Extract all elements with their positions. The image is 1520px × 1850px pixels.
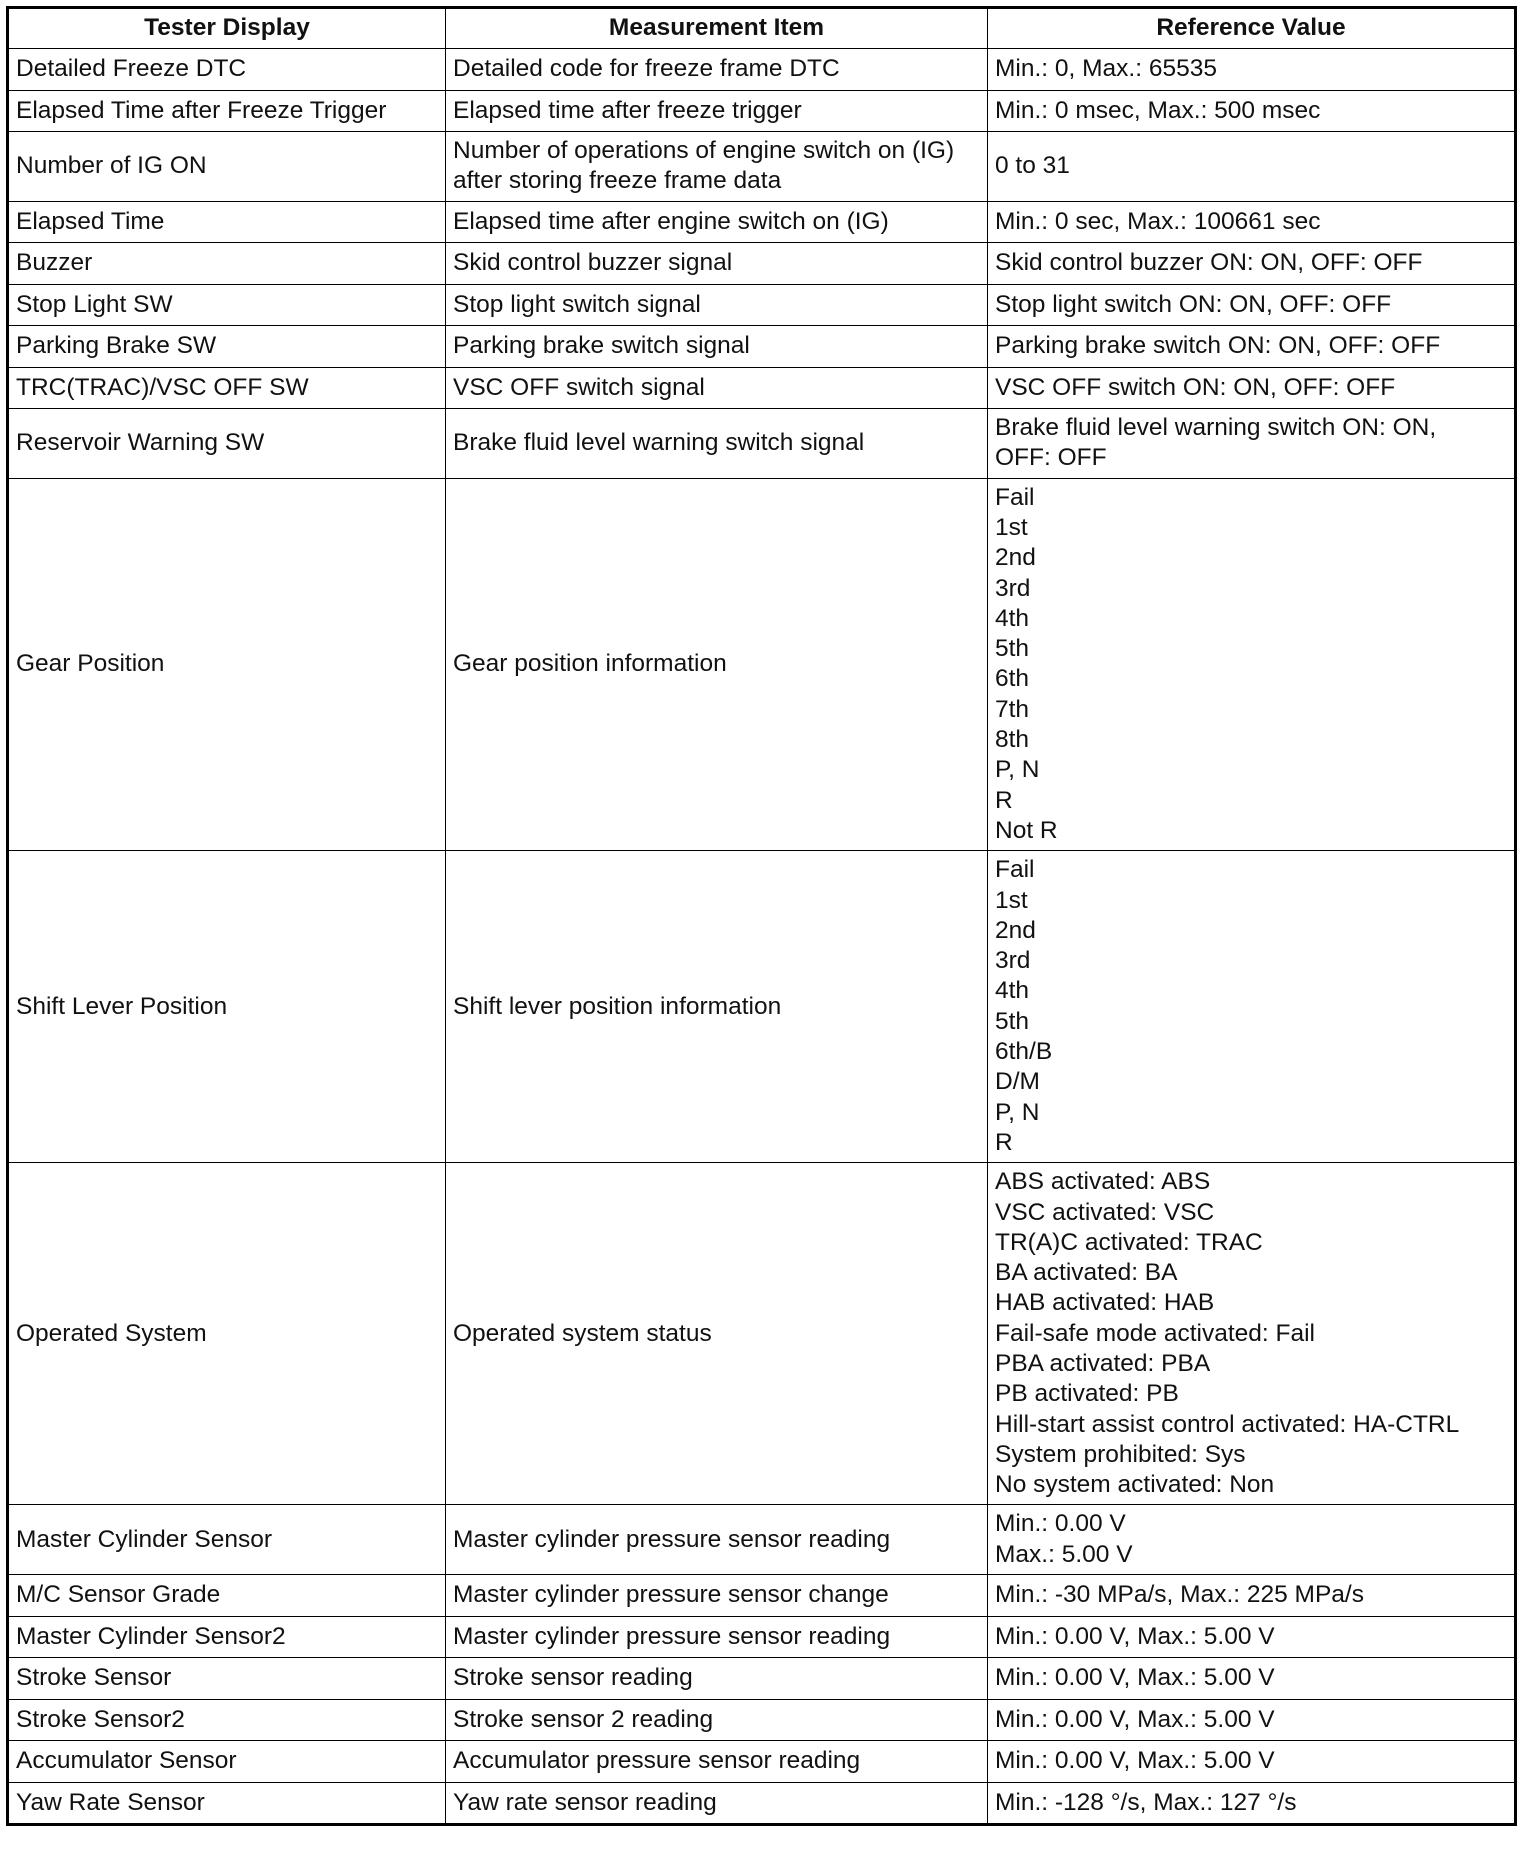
measurement-item-cell: Number of operations of engine switch on (IG) after storing freeze frame data	[446, 132, 988, 202]
table-row	[8, 49, 1516, 91]
header-measurement-item: Measurement Item	[446, 8, 988, 49]
tester-display-cell: Stroke Sensor2	[8, 1699, 446, 1741]
reference-value-line: ABS activated: ABS	[995, 1168, 1211, 1196]
reference-value-line: 2nd	[995, 544, 1036, 572]
reference-value-line: 6th	[995, 665, 1030, 693]
reference-value-line: Min.: 0, Max.: 65535	[995, 55, 1217, 83]
measurement-item-cell: Shift lever position information	[446, 851, 988, 1163]
measurement-item-cell: Yaw rate sensor reading	[446, 1782, 988, 1825]
table-row	[8, 1575, 1516, 1617]
table-row	[8, 201, 1516, 243]
reference-value-line: Min.: -128 °/s, Max.: 127 °/s	[995, 1788, 1297, 1816]
reference-value-line: Brake fluid level warning switch ON: ON,	[995, 414, 1437, 442]
reference-value-line: 8th	[995, 726, 1030, 754]
reference-value-line: HAB activated: HAB	[995, 1289, 1215, 1317]
reference-value-line: 5th	[995, 635, 1030, 663]
tester-display-cell: Yaw Rate Sensor	[8, 1782, 446, 1825]
reference-value-cell	[988, 326, 1516, 368]
measurement-item-cell: Master cylinder pressure sensor reading	[446, 1505, 988, 1575]
reference-value-cell	[988, 49, 1516, 91]
table-header	[8, 8, 1516, 49]
reference-value-line: 6th/B	[995, 1038, 1053, 1066]
tester-display-cell: Master Cylinder Sensor	[8, 1505, 446, 1575]
reference-value-line: Min.: 0.00 V, Max.: 5.00 V	[995, 1747, 1275, 1775]
reference-value-line: 1st	[995, 886, 1028, 914]
reference-value-cell	[988, 1616, 1516, 1658]
reference-value-cell	[988, 243, 1516, 285]
reference-value-line: Not R	[995, 816, 1058, 844]
measurement-item-cell: Operated system status	[446, 1163, 988, 1505]
reference-value-line: Stop light switch ON: ON, OFF: OFF	[995, 290, 1392, 318]
table-row	[8, 1741, 1516, 1783]
reference-value-line: Skid control buzzer ON: ON, OFF: OFF	[995, 249, 1423, 277]
table-body	[8, 49, 1516, 1825]
measurement-item-cell: Elapsed time after engine switch on (IG)	[446, 201, 988, 243]
measurement-item-cell: Detailed code for freeze frame DTC	[446, 49, 988, 91]
tester-display-cell: Number of IG ON	[8, 132, 446, 202]
reference-value-line: No system activated: Non	[995, 1471, 1275, 1499]
reference-value-line: OFF: OFF	[995, 444, 1107, 472]
reference-value-cell	[988, 1163, 1516, 1505]
reference-value-cell	[988, 367, 1516, 409]
tester-display-cell: Detailed Freeze DTC	[8, 49, 446, 91]
measurement-item-cell: Brake fluid level warning switch signal	[446, 409, 988, 479]
reference-value-line: VSC activated: VSC	[995, 1198, 1215, 1226]
table-row	[8, 851, 1516, 1163]
tester-display-cell: Elapsed Time after Freeze Trigger	[8, 90, 446, 132]
measurement-item-cell: Master cylinder pressure sensor reading	[446, 1616, 988, 1658]
reference-value-cell	[988, 1505, 1516, 1575]
tester-display-cell: Accumulator Sensor	[8, 1741, 446, 1783]
reference-value-line: VSC OFF switch ON: ON, OFF: OFF	[995, 373, 1396, 401]
reference-value-line: 5th	[995, 1007, 1030, 1035]
reference-value-line: 3rd	[995, 574, 1031, 602]
reference-value-line: PB activated: PB	[995, 1380, 1179, 1408]
header-row	[8, 8, 1516, 49]
tester-display-cell: Reservoir Warning SW	[8, 409, 446, 479]
measurement-item-cell: Stop light switch signal	[446, 284, 988, 326]
measurement-item-cell: Elapsed time after freeze trigger	[446, 90, 988, 132]
table-row	[8, 409, 1516, 479]
reference-value-line: Max.: 5.00 V	[995, 1540, 1133, 1568]
reference-value-line: 4th	[995, 977, 1030, 1005]
reference-value-line: D/M	[995, 1068, 1040, 1096]
table-row	[8, 90, 1516, 132]
measurement-item-cell: Accumulator pressure sensor reading	[446, 1741, 988, 1783]
measurement-item-cell: Stroke sensor 2 reading	[446, 1699, 988, 1741]
tester-display-cell: Master Cylinder Sensor2	[8, 1616, 446, 1658]
measurement-item-cell: Stroke sensor reading	[446, 1658, 988, 1700]
reference-value-cell	[988, 90, 1516, 132]
measurement-item-cell: Skid control buzzer signal	[446, 243, 988, 285]
reference-value-line: 0 to 31	[995, 152, 1070, 180]
reference-value-line: 4th	[995, 604, 1030, 632]
tester-display-cell: Stroke Sensor	[8, 1658, 446, 1700]
table-row	[8, 243, 1516, 285]
reference-value-line: 7th	[995, 695, 1030, 723]
measurement-item-cell: Gear position information	[446, 478, 988, 851]
table-row	[8, 132, 1516, 202]
reference-value-cell	[988, 851, 1516, 1163]
tester-display-cell: TRC(TRAC)/VSC OFF SW	[8, 367, 446, 409]
data-list-sheet	[6, 6, 1517, 1826]
tester-display-cell: Elapsed Time	[8, 201, 446, 243]
reference-value-line: 3rd	[995, 947, 1031, 975]
reference-value-line: BA activated: BA	[995, 1259, 1178, 1287]
reference-value-line: PBA activated: PBA	[995, 1350, 1211, 1377]
table-row	[8, 1782, 1516, 1825]
tester-display-cell: Operated System	[8, 1163, 446, 1505]
reference-value-line: Parking brake switch ON: ON, OFF: OFF	[995, 332, 1441, 360]
reference-value-line: Min.: 0.00 V	[995, 1510, 1126, 1538]
reference-value-line: Fail	[995, 483, 1035, 511]
reference-value-line: System prohibited: Sys	[995, 1440, 1246, 1468]
reference-value-line: Min.: 0.00 V, Max.: 5.00 V	[995, 1622, 1275, 1650]
reference-value-line: 1st	[995, 513, 1028, 541]
table-row	[8, 478, 1516, 851]
table-row	[8, 1658, 1516, 1700]
header-tester-display: Tester Display	[8, 8, 446, 49]
tester-display-cell: M/C Sensor Grade	[8, 1575, 446, 1617]
measurement-item-cell: Parking brake switch signal	[446, 326, 988, 368]
reference-value-line: Min.: 0.00 V, Max.: 5.00 V	[995, 1664, 1275, 1692]
table-row	[8, 284, 1516, 326]
reference-value-cell	[988, 132, 1516, 202]
reference-value-cell	[988, 284, 1516, 326]
reference-value-cell	[988, 201, 1516, 243]
reference-value-line: P, N	[995, 756, 1040, 784]
reference-value-line: R	[995, 786, 1013, 814]
measurement-item-cell: VSC OFF switch signal	[446, 367, 988, 409]
header-reference-value: Reference Value	[988, 8, 1516, 49]
tester-display-cell: Gear Position	[8, 478, 446, 851]
reference-value-line: TR(A)C activated: TRAC	[995, 1228, 1263, 1256]
data-list-table	[6, 6, 1517, 1826]
table-row	[8, 1505, 1516, 1575]
table-row	[8, 1699, 1516, 1741]
reference-value-cell	[988, 1782, 1516, 1825]
reference-value-line: P, N	[995, 1098, 1040, 1126]
reference-value-line: Hill-start assist control activated: HA-CTRL	[995, 1410, 1460, 1438]
reference-value-line: Min.: 0.00 V, Max.: 5.00 V	[995, 1705, 1275, 1733]
table-row	[8, 1616, 1516, 1658]
reference-value-cell	[988, 1699, 1516, 1741]
tester-display-cell: Stop Light SW	[8, 284, 446, 326]
tester-display-cell: Parking Brake SW	[8, 326, 446, 368]
reference-value-cell	[988, 1741, 1516, 1783]
reference-value-line: Min.: -30 MPa/s, Max.: 225 MPa/s	[995, 1581, 1364, 1609]
reference-value-line: Min.: 0 msec, Max.: 500 msec	[995, 96, 1321, 124]
reference-value-line: Fail-safe mode activated: Fail	[995, 1319, 1315, 1347]
reference-value-cell	[988, 478, 1516, 851]
tester-display-cell: Shift Lever Position	[8, 851, 446, 1163]
reference-value-cell	[988, 409, 1516, 479]
table-row	[8, 326, 1516, 368]
reference-value-line: R	[995, 1128, 1013, 1156]
reference-value-cell	[988, 1575, 1516, 1617]
reference-value-line: Min.: 0 sec, Max.: 100661 sec	[995, 207, 1321, 235]
reference-value-line: 2nd	[995, 916, 1036, 944]
table-row	[8, 1163, 1516, 1505]
measurement-item-cell: Master cylinder pressure sensor change	[446, 1575, 988, 1617]
reference-value-line: Fail	[995, 856, 1035, 884]
tester-display-cell: Buzzer	[8, 243, 446, 285]
reference-value-cell	[988, 1658, 1516, 1700]
table-row	[8, 367, 1516, 409]
